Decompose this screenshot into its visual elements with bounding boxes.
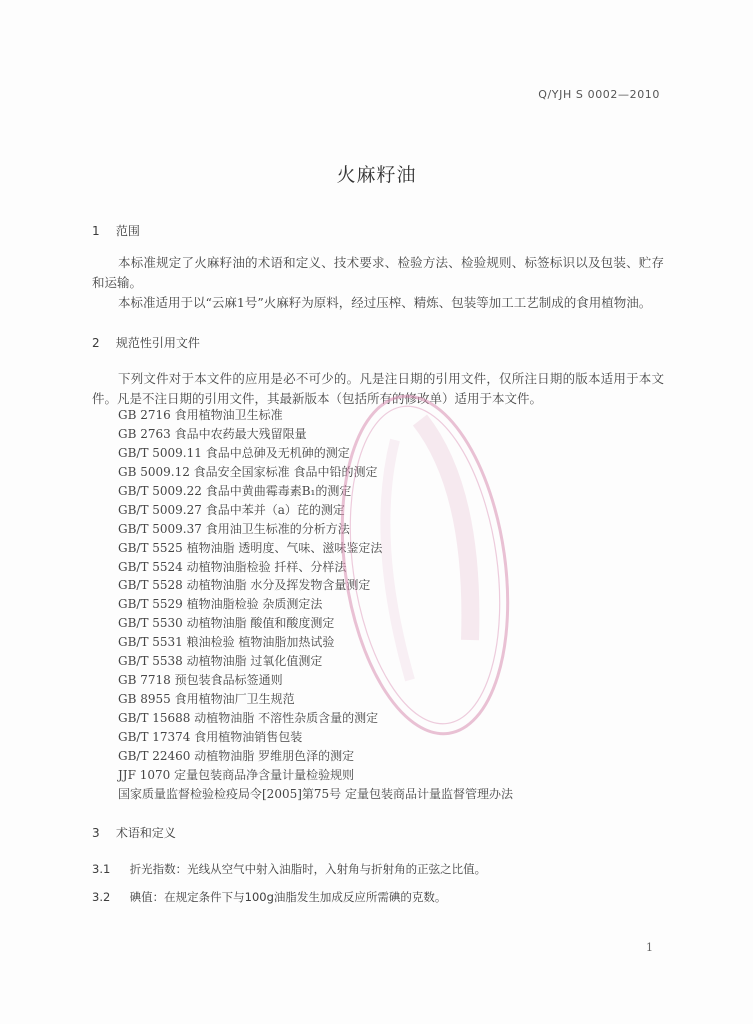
section-title: 术语和定义 [115, 826, 176, 840]
section-number: 3 [92, 826, 100, 840]
reference-item: GB/T 5529 植物油脂检验 杂质测定法 [118, 597, 323, 612]
reference-item: GB 7718 预包装食品标签通则 [118, 673, 283, 688]
reference-list [118, 406, 513, 804]
reference-item: GB/T 15688 动植物油脂 不溶性杂质含量的测定 [118, 711, 379, 725]
section-title: 规范性引用文件 [115, 336, 200, 350]
reference-item: GB/T 17374 食用植物油销售包装 [118, 729, 303, 744]
section-title: 范围 [115, 224, 140, 238]
reference-item: GB/T 5009.37 食用油卫生标准的分析方法 [118, 521, 350, 536]
definition-number: 3.2 [92, 890, 111, 904]
reference-item: GB/T 5524 动植物油脂检验 扦样、分样法 [118, 559, 347, 574]
reference-item: GB 5009.12 食品安全国家标准 食品中铅的测定 [118, 464, 378, 479]
section-2-heading [92, 334, 200, 351]
section-number: 1 [92, 224, 100, 238]
definition-3-1 [92, 861, 486, 877]
reference-item: GB 8955 食用植物油厂卫生规范 [118, 692, 295, 707]
reference-item: GB/T 5009.11 食品中总砷及无机砷的测定 [118, 445, 350, 460]
references-intro: 下列文件对于本文件的应用是必不可少的。凡是注日期的引用文件，仅所注日期的版本适用于本文件。凡是不注日期的引用文件，其最新版本（包括所有的修改单）适用于本文件。 [92, 371, 664, 406]
reference-item: JJF 1070 定量包装商品净含量计量检验规则 [118, 767, 355, 782]
scope-paragraph-2: 本标准适用于以“云麻1号”火麻籽为原料，经过压榨、精炼、包装等加工工艺制成的食用植物油。 [118, 295, 652, 310]
reference-item: GB/T 5009.27 食品中苯并（a）芘的测定 [118, 502, 345, 517]
document-title: 火麻籽油 [336, 164, 417, 186]
definition-text: 碘值：在规定条件下与100g油脂发生加成反应所需碘的克数。 [129, 890, 447, 904]
reference-item: GB/T 5525 植物油脂 透明度、气味、滋味鉴定法 [118, 540, 383, 555]
reference-item: GB/T 5530 动植物油脂 酸值和酸度测定 [118, 616, 335, 631]
reference-item: GB/T 22460 动植物油脂 罗维朋色泽的测定 [118, 748, 355, 763]
reference-item: GB/T 5528 动植物油脂 水分及挥发物含量测定 [118, 578, 371, 593]
reference-item: GB/T 5538 动植物油脂 过氧化值测定 [118, 654, 323, 669]
document-code: Q/YJH S 0002—2010 [538, 88, 660, 101]
page-number: 1 [646, 941, 653, 954]
section-3-heading [92, 824, 176, 841]
definition-number: 3.1 [92, 862, 111, 876]
definition-3-2 [92, 889, 446, 905]
definition-text: 折光指数：光线从空气中射入油脂时，入射角与折射角的正弦之比值。 [129, 862, 487, 876]
section-number: 2 [92, 336, 100, 350]
reference-item: GB 2763 食品中农药最大残留限量 [118, 426, 307, 441]
reference-item: GB/T 5531 粮油检验 植物油脂加热试验 [118, 635, 335, 650]
section-1-heading [92, 222, 140, 239]
reference-item: GB/T 5009.22 食品中黄曲霉毒素B₁的测定 [118, 483, 352, 498]
scope-paragraph-1: 本标准规定了火麻籽油的术语和定义、技术要求、检验方法、检验规则、标签标识以及包装、贮存和运输。 [92, 255, 664, 290]
reference-item: GB 2716 食用植物油卫生标准 [118, 408, 283, 422]
reference-item: 国家质量监督检验检疫局令[2005]第75号 定量包装商品计量监督管理办法 [118, 786, 513, 801]
